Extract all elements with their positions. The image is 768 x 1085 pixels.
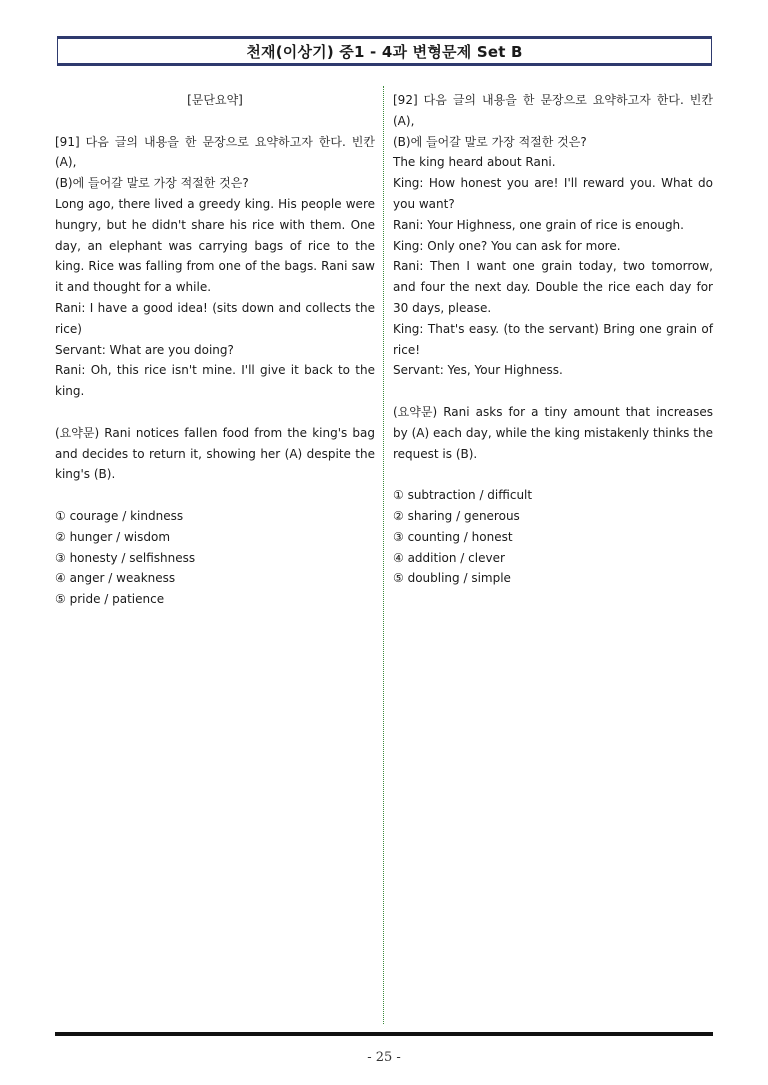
footer-rule [55,1032,713,1036]
q91-passage-line: Rani: Oh, this rice isn't mine. I'll give it back to the king. [55,363,375,399]
q92-passage-line: King: How honest you are! I'll reward you. What do you want? [393,176,713,211]
q92-passage-line: King: Only one? You can ask for more. [393,238,621,253]
q92-option-2: ② sharing / generous [393,508,520,523]
column-divider [383,86,384,1024]
page-title: 천재(이상기) 중1 - 4과 변형문제 Set B [246,42,523,61]
q92-passage-line: The king heard about Rani. [393,155,556,170]
spacer [55,402,375,423]
q92-prompt-line-1: [92] 다음 글의 내용을 한 문장으로 요약하고자 한다. 빈칸 (A), [393,93,713,128]
q92-passage-line: Servant: Yes, Your Highness. [393,363,563,378]
left-column [55,90,375,610]
q92-summary: (요약문) Rani asks for a tiny amount that increases by (A) each day, while the king mistakenly thinks the request is (B). [393,404,713,461]
q91-option-4: ④ anger / weakness [55,571,176,586]
q92-passage-line: King: That's easy. (to the servant) Bring one grain of rice! [393,321,713,357]
q91-option-2: ② hunger / wisdom [55,529,171,544]
q91-prompt-line-1: [91] 다음 글의 내용을 한 문장으로 요약하고자 한다. 빈칸 (A), [55,134,375,170]
spacer [55,485,375,506]
spacer [393,464,713,485]
q91-passage-line: Servant: What are you doing? [55,342,234,357]
q92-passage-line: Rani: Then I want one grain today, two tomorrow, and four the next day. Double the rice each day for 30 days, please. [393,259,713,315]
q91-option-5: ⑤ pride / patience [55,592,165,607]
q92-option-4: ④ addition / clever [393,550,505,565]
q91-option-3: ③ honesty / selfishness [55,550,196,565]
title-box [57,36,712,66]
q91-option-1: ① courage / kindness [55,508,184,523]
section-heading: [문단요약] [187,93,243,107]
q92-option-1: ① subtraction / difficult [393,488,533,503]
spacer [55,111,375,132]
q92-option-5: ⑤ doubling / simple [393,571,511,586]
right-column [393,90,713,589]
q92-prompt-line-2: (B)에 들어갈 말로 가장 적절한 것은? [393,134,587,149]
q91-passage-narration: Long ago, there lived a greedy king. His people were hungry, but he didn't share his rice with them. One day, an elephant was carrying bags of rice to the king. Rice was falling from one of the bags. Rani saw it and thought for a while. [55,196,375,295]
q92-option-3: ③ counting / honest [393,529,513,544]
q92-passage-line: Rani: Your Highness, one grain of rice is enough. [393,217,684,232]
q91-summary: (요약문) Rani notices fallen food from the king's bag and decides to return it, showing her (A) despite the king's (B). [55,425,375,482]
q91-prompt-line-2: (B)에 들어갈 말로 가장 적절한 것은? [55,176,249,191]
q91-passage-line: Rani: I have a good idea! (sits down and collects the rice) [55,300,375,336]
page-number: - 25 - [367,1050,401,1065]
spacer [393,381,713,402]
